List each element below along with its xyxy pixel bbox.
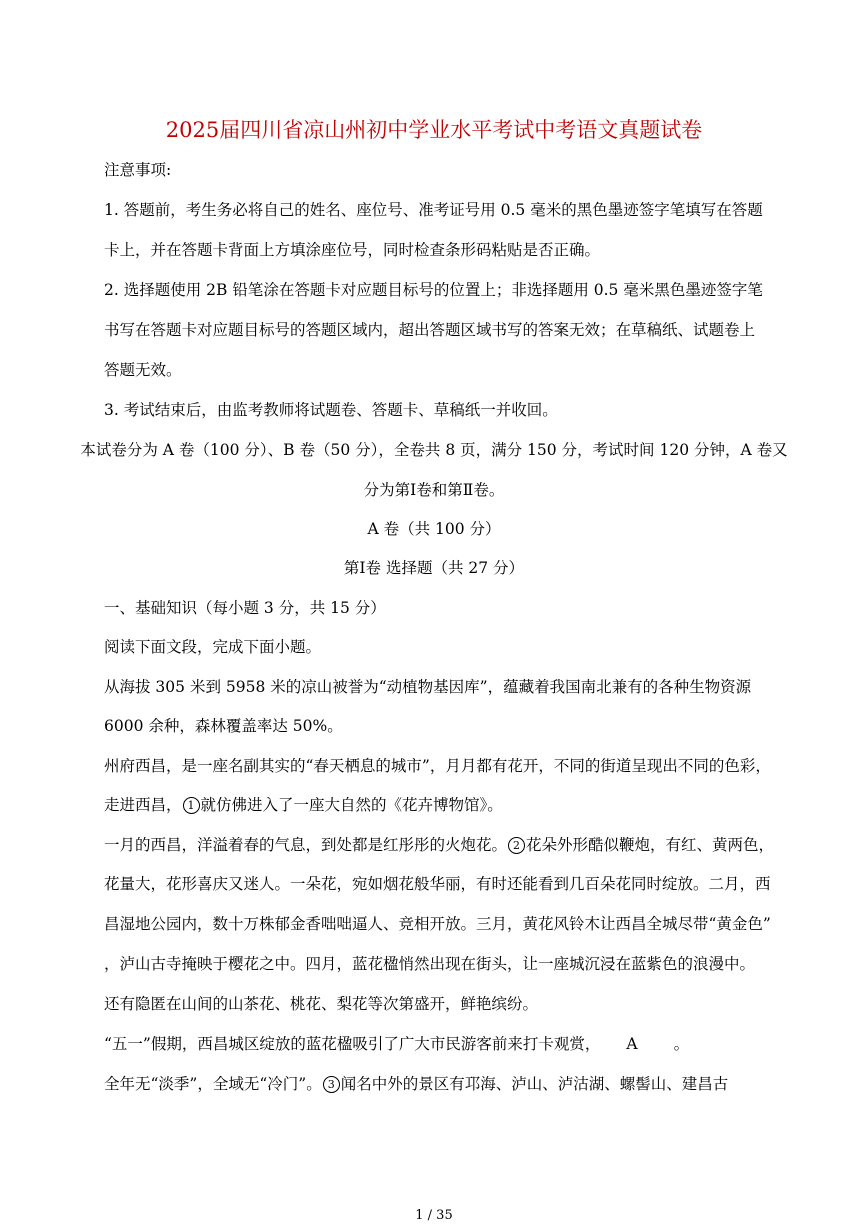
page-number: 1 / 35	[415, 1208, 453, 1223]
notice-item1-line1: 1. 答题前，考生务必将自己的姓名、座位号、准考证号用 0.5 毫米的黑色墨迹签字笔填写在答题	[104, 201, 763, 219]
passage-p1-line2: 6000 余种，森林覆盖率达 50%。	[104, 717, 343, 735]
passage-p4	[104, 1034, 784, 1054]
passage-p3-line4: ，泸山古寺掩映于樱花之中。四月，蓝花楹悄然出现在街头，让一座城沉浸在蓝紫色的浪漫中。	[104, 955, 756, 973]
intro-line1: 本试卷分为 A 卷（100 分）、B 卷（50 分），全卷共 8 页，满分 150 分，考试时间 120 分钟，A 卷又	[80, 441, 788, 459]
section-a-heading: A 卷（共 100 分）	[367, 520, 501, 538]
intro-line2: 分为第Ⅰ卷和第Ⅱ卷。	[363, 481, 505, 499]
passage-p5	[104, 1074, 784, 1094]
answer-blank-a: A	[626, 1035, 638, 1053]
passage-p2-line1: 州府西昌，是一座名副其实的“春天栖息的城市”，月月都有花开，不同的街道呈现出不同的色彩，	[104, 757, 771, 775]
exam-title: 2025届四川省凉山州初中学业水平考试中考语文真题试卷	[165, 118, 703, 142]
passage-text: “五一”假期，西昌城区绽放的蓝花楹吸引了广大市民游客前来打卡观赏，	[104, 1035, 601, 1053]
notice-item2-line3: 答题无效。	[104, 361, 182, 379]
passage-p3-line1	[104, 835, 784, 855]
reading-instruction: 阅读下面文段，完成下面小题。	[104, 638, 322, 656]
notice-heading: 注意事项:	[104, 161, 172, 179]
notice-item2-line2: 书写在答题卡对应题目标号的答题区域内，超出答题区域书写的答案无效；在草稿纸、试题卷上	[104, 321, 756, 339]
circled-number-3: 3	[323, 1076, 340, 1093]
passage-text: 走进西昌，	[104, 796, 182, 814]
passage-text: 花朵外形酷似鞭炮，有红、黄两色，	[526, 836, 775, 854]
notice-item2-line1: 2. 选择题使用 2B 铅笔涂在答题卡对应题目标号的位置上；非选择题用 0.5 毫米黑色墨迹签字笔	[104, 281, 763, 299]
notice-item3: 3. 考试结束后，由监考教师将试题卷、答题卡、草稿纸一并收回。	[104, 401, 558, 419]
circled-number-1: 1	[183, 797, 200, 814]
part1-heading: 第Ⅰ卷 选择题（共 27 分）	[343, 559, 525, 577]
passage-p3-line3: 昌湿地公园内，数十万株郁金香咄咄逼人、竞相开放。三月，黄花风铃木让西昌全城尽带“黄金色”	[104, 915, 771, 933]
passage-p3-line5: 还有隐匿在山间的山茶花、桃花、梨花等次第盛开，鲜艳缤纷。	[104, 995, 539, 1013]
notice-item1-line2: 卡上，并在答题卡背面上方填涂座位号，同时检查条形码粘贴是否正确。	[104, 241, 601, 259]
passage-text: 一月的西昌，洋溢着春的气息，到处都是红彤彤的火炮花。	[104, 836, 508, 854]
circled-number-2: 2	[508, 837, 525, 854]
passage-text: 就仿佛进入了一座大自然的《花卉博物馆》。	[200, 796, 503, 814]
passage-text: 全年无“淡季”，全域无“冷门”。	[104, 1075, 322, 1093]
question1-heading: 一、基础知识（每小题 3 分，共 15 分）	[104, 599, 386, 617]
passage-text: 闻名中外的景区有邛海、泸山、泸沽湖、螺髻山、建昌古	[340, 1075, 729, 1093]
passage-p1-line1: 从海拔 305 米到 5958 米的凉山被誉为“动植物基因库”，蕴藏着我国南北兼有的各种生物资源	[104, 678, 752, 696]
passage-p3-line2: 花量大，花形喜庆又迷人。一朵花，宛如烟花般华丽，有时还能看到几百朵花同时绽放。二月，西	[104, 875, 771, 893]
passage-text: 。	[673, 1035, 690, 1053]
passage-p2-line2	[104, 795, 784, 815]
